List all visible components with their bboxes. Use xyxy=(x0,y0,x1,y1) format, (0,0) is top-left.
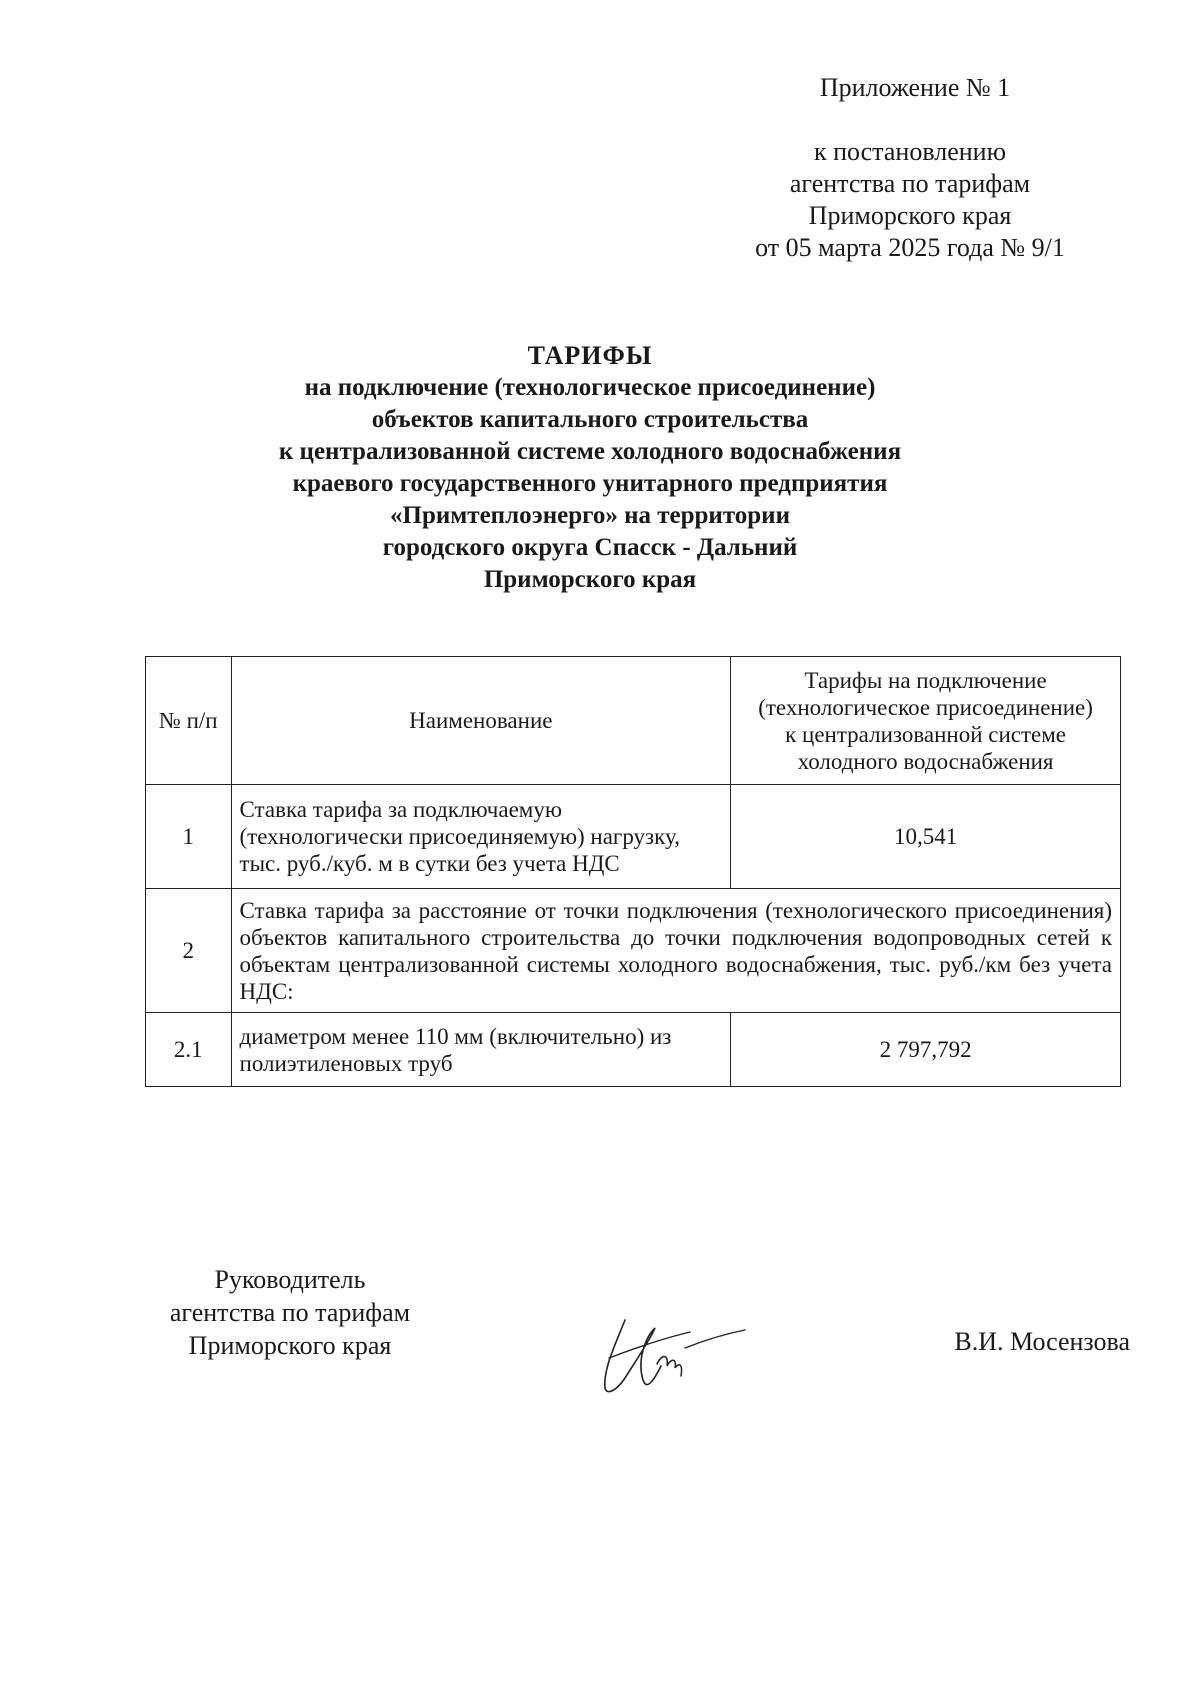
header-tariff-line: (технологическое присоединение) xyxy=(758,694,1093,720)
appendix-line: к постановлению xyxy=(813,137,1007,166)
handwritten-signature xyxy=(595,1300,755,1400)
title-line: краевого государственного унитарного предприятия xyxy=(292,470,888,497)
tariffs-table xyxy=(145,656,1121,1087)
title-line: к централизованной системе холодного водоснабжения xyxy=(278,438,902,465)
row-num: 2.1 xyxy=(146,1013,232,1087)
row-name: Ставка тарифа за подключаемую (технологически присоединяемую) нагрузку, тыс. руб./куб. м в сутки без учета НДС xyxy=(231,785,731,889)
table-row xyxy=(146,785,1121,889)
table-row xyxy=(146,1013,1121,1087)
signer-position-line: Руководитель xyxy=(214,1265,366,1294)
header-tariff xyxy=(731,657,1121,785)
header-name: Наименование xyxy=(231,657,731,785)
appendix-line: агентства по тарифам xyxy=(789,169,1031,198)
appendix-number: Приложение № 1 xyxy=(819,73,1011,102)
row-value: 2 797,792 xyxy=(731,1013,1121,1087)
header-num: № п/п xyxy=(146,657,232,785)
row-value: 10,541 xyxy=(731,785,1121,889)
row-num: 1 xyxy=(146,785,232,889)
table-row xyxy=(146,889,1121,1013)
title-line: «Примтеплоэнерго» на территории xyxy=(390,502,790,529)
title-line: Приморского края xyxy=(483,566,697,593)
title-line: на подключение (технологическое присоединение) xyxy=(304,374,876,401)
signer-position xyxy=(140,1263,440,1362)
document-title xyxy=(180,340,1000,596)
title-main: ТАРИФЫ xyxy=(527,341,653,370)
title-line: городского округа Спасск - Дальний xyxy=(382,534,798,561)
row-name-merged: Ставка тарифа за расстояние от точки подключения (технологического присоединения) объектов капитального строительства до точки подключения водопроводных сетей к объектам централизованной системы холодного водоснабжения, тыс. руб./км без учета НДС: xyxy=(231,889,1120,1013)
header-tariff-line: к централизованной системе xyxy=(785,721,1067,747)
row-name: диаметром менее 110 мм (включительно) из полиэтиленовых труб xyxy=(231,1013,731,1087)
appendix-line: Приморского края xyxy=(808,201,1012,230)
header-tariff-line: Тарифы на подключение xyxy=(804,667,1047,693)
signer-name: В.И. Мосензова xyxy=(954,1327,1130,1356)
signer-position-line: Приморского края xyxy=(188,1331,392,1360)
appendix-header xyxy=(700,72,1120,264)
signer-position-line: агентства по тарифам xyxy=(169,1298,411,1327)
title-line: объектов капитального строительства xyxy=(371,406,809,433)
header-tariff-line: холодного водоснабжения xyxy=(797,748,1054,774)
appendix-date-line: от 05 марта 2025 года № 9/1 xyxy=(755,233,1065,262)
table-header-row xyxy=(146,657,1121,785)
row-num: 2 xyxy=(146,889,232,1013)
